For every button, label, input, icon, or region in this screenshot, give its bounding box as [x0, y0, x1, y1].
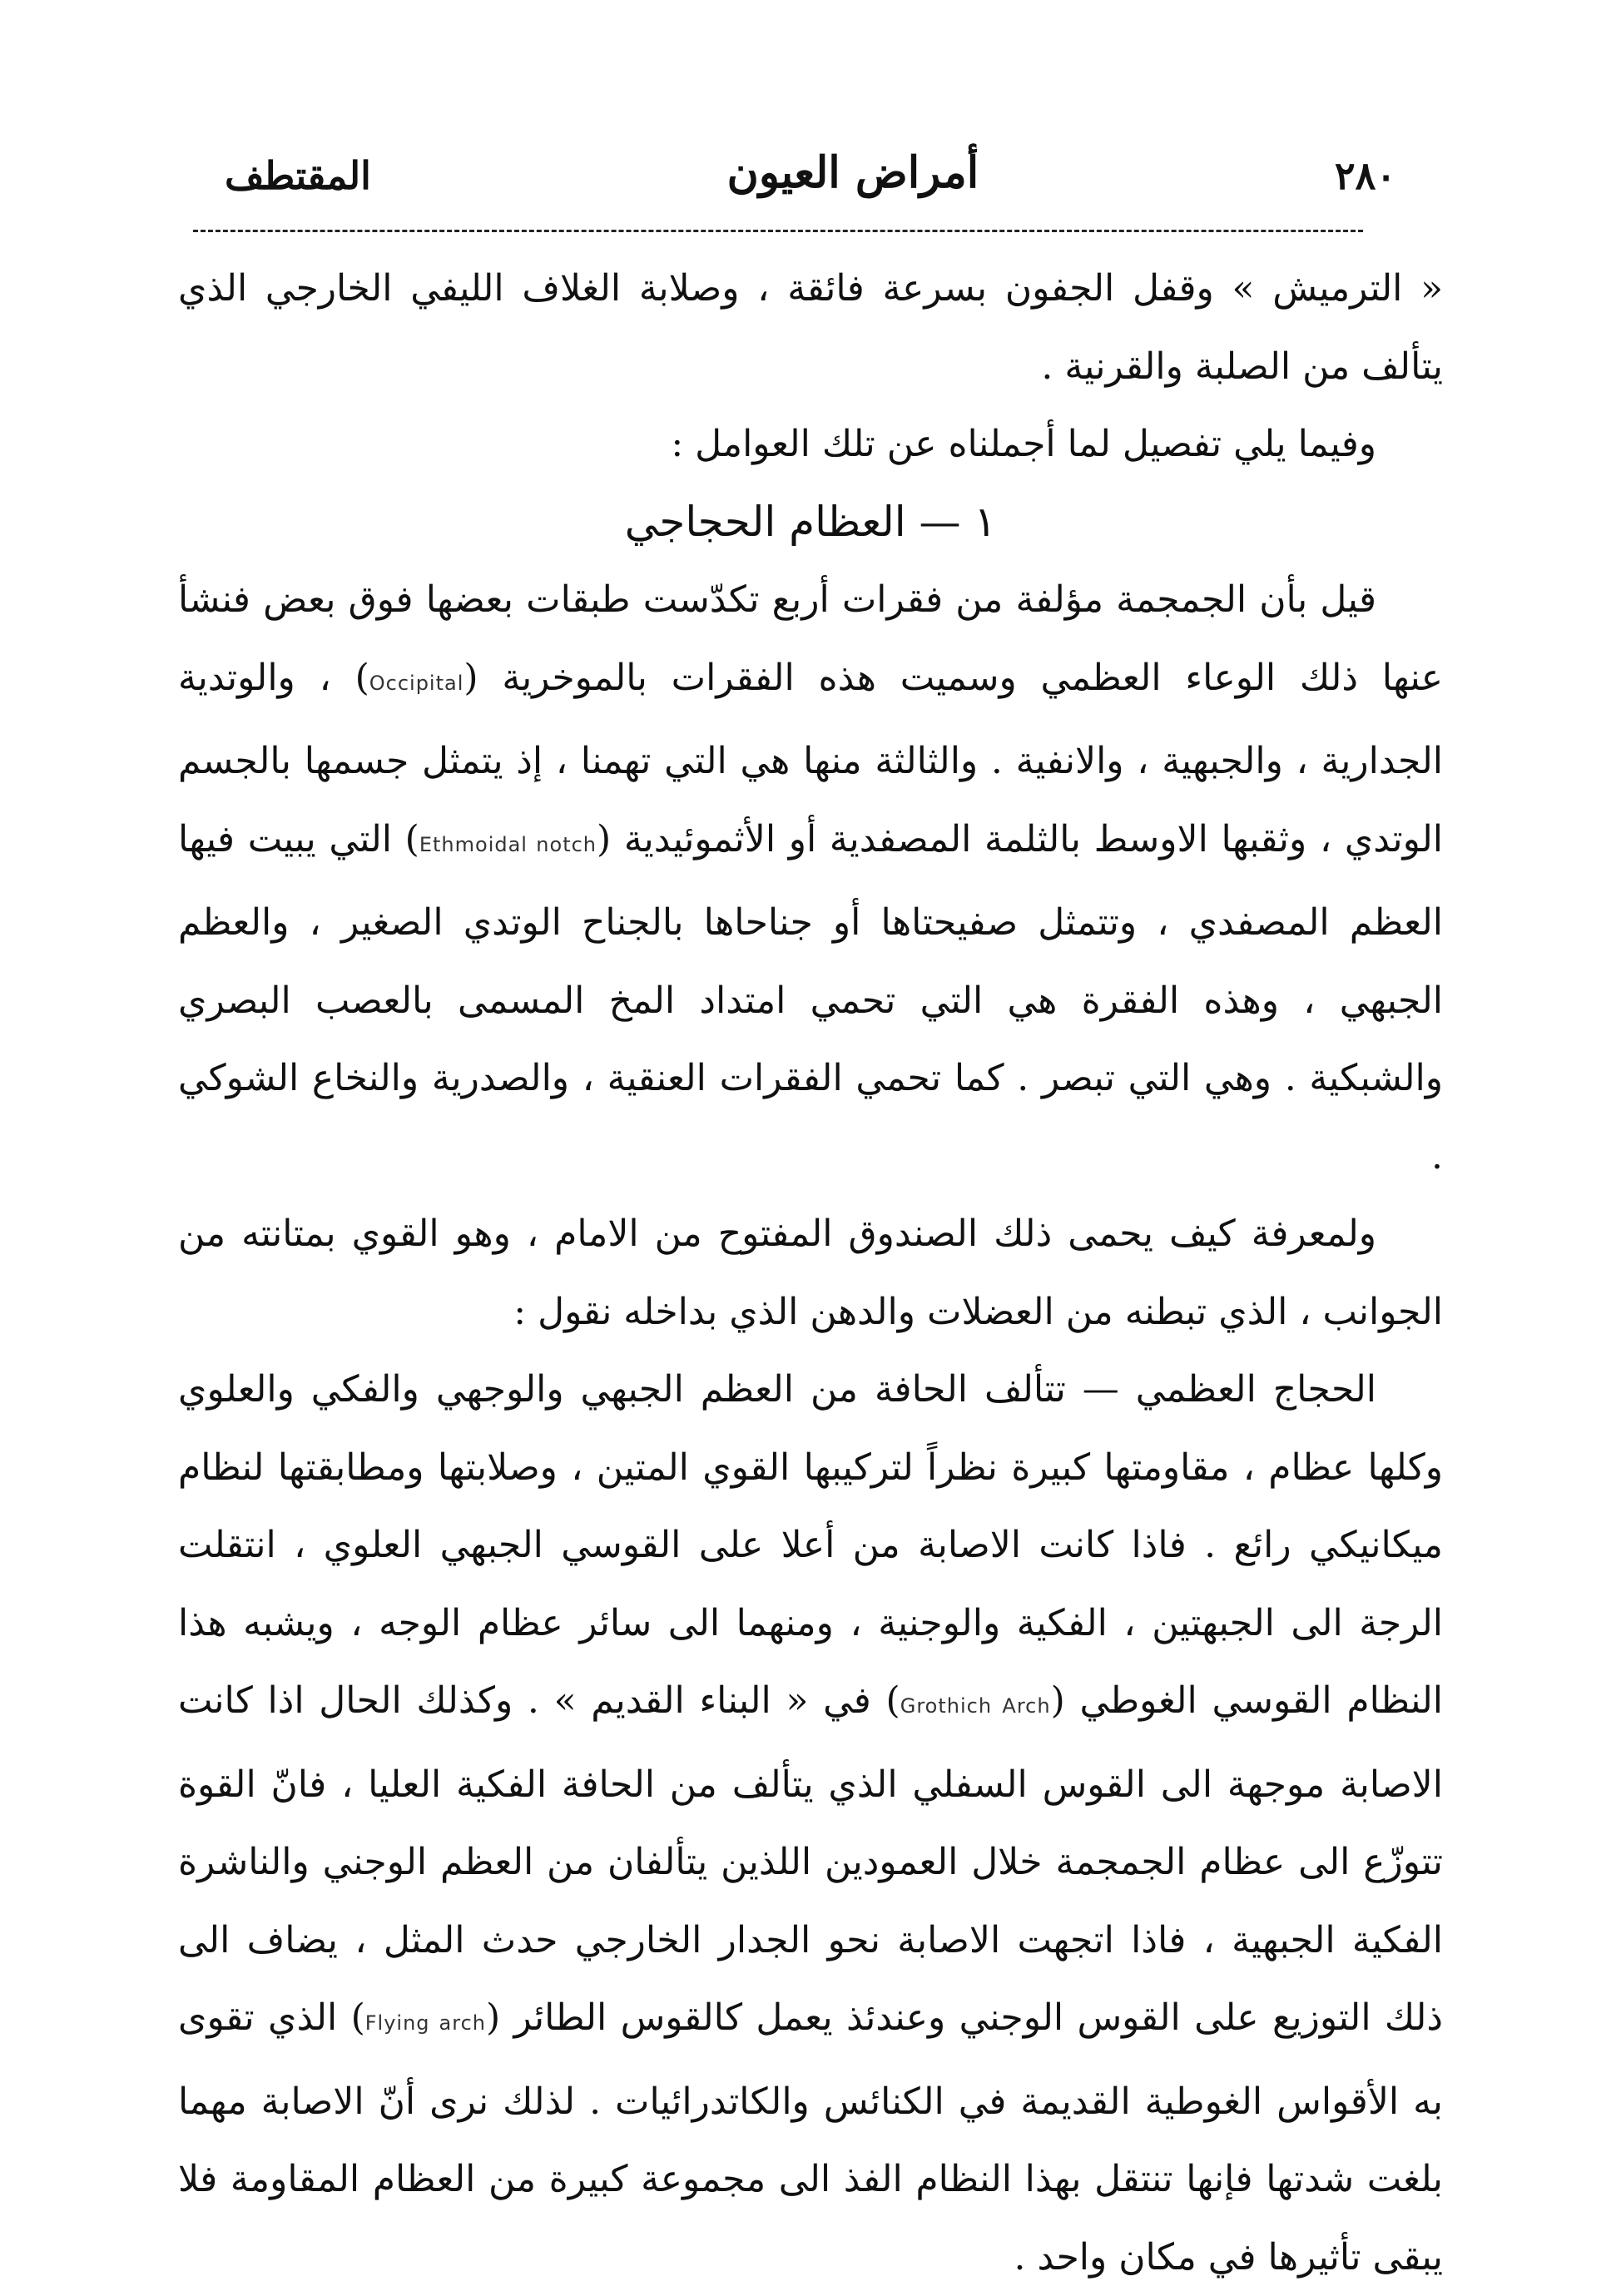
paragraph: وفيما يلي تفصيل لما أجملناه عن تلك العوامل : [671, 423, 1376, 465]
latin-term: Ethmoidal notch [419, 832, 597, 856]
article-body [178, 250, 1443, 2296]
paragraph: « الترميش » وقفل الجفون بسرعة فائقة ، وصلابة الغلاف الليفي الخارجي الذي يتألف من الصلبة والقرنية . [178, 267, 1443, 388]
page-header [225, 140, 1396, 198]
journal-name: المقتطف [225, 153, 371, 198]
header-rule [193, 230, 1363, 232]
page-number: ٢٨٠ [1334, 153, 1396, 198]
latin-term: Grothich Arch [900, 1694, 1051, 1718]
paragraph: ولمعرفة كيف يحمى ذلك الصندوق المفتوح من الامام ، وهو القوي بمتانته من الجوانب ، الذي تبطنه من العضلات والدهن الذي بداخله نقول : [178, 1212, 1443, 1333]
latin-term: Flying arch [364, 2011, 487, 2035]
paragraph: الحجاج العظمي — تتألف الحافة من العظم الجبهي والوجهي والفكي والعلوي وكلها عظام ، مقاومتها كبيرة نظراً لتركيبها القوي المتين ، وصلابتها ومطابقتها لنظام ميكانيكي رائع . فاذا كانت الاصابة من أعلا على القوسي الجبهي العلوي ، انتقلت الرجة الى الجبهتين ، الفكية والوجنية ، ومنهما الى سائر عظام الوجه ، ويشبه هذا النظام القوسي الغوطي (Grothich Arch) في « البناء القديم » . وكذلك الحال اذا كانت الاصابة موجهة الى القوس السفلي الذي يتألف من الحافة الفكية العليا ، فانّ القوة تتوزّع الى عظام الجمجمة خلال العمودين اللذين يتألفان من العظم الوجني والناشرة الفكية الجبهية ، فاذا اتجهت الاصابة نحو الجدار الخارجي حدث المثل ، يضاف الى ذلك التوزيع على القوس الوجني وعندئذ يعمل كالقوس الطائر (Flying arch) الذي تقوى به الأقواس الغوطية القديمة في الكنائس والكاتدرائيات . لذلك نرى أنّ الاصابة مهما بلغت شدتها فإنها تنتقل بهذا النظام الفذ الى مجموعة كبيرة من العظام المقاومة فلا يبقى تأثيرها في مكان واحد . [178, 1368, 1444, 2279]
paragraph: قيل بأن الجمجمة مؤلفة من فقرات أربع تكدّست طبقات بعضها فوق بعض فنشأ عنها ذلك الوعاء العظمي وسميت هذه الفقرات بالموخرية (Occipital) ، والوتدية الجدارية ، والجبهية ، والانفية . والثالثة منها هي التي تهمنا ، إذ يتمثل جسمها بالجسم الوتدي ، وثقبها الاوسط بالثلمة المصفدية أو الأثموئيدية (Ethmoidal notch) التي يبيت فيها العظم المصفدي ، وتتمثل صفيحتاها أو جناحاها بالجناح الوتدي الصغير ، والعظم الجبهي ، وهذه الفقرة هي التي تحمي امتداد المخ المسمى بالعصب البصري والشبكية . وهي التي تبصر . كما تحمي الفقرات العنقية ، والصدرية والنخاع الشوكي . [178, 578, 1443, 1178]
latin-term: Occipital [369, 671, 464, 695]
article-title: أمراض العيون [726, 147, 979, 198]
section-heading: ١ — العظام الحجاجي [624, 497, 997, 546]
